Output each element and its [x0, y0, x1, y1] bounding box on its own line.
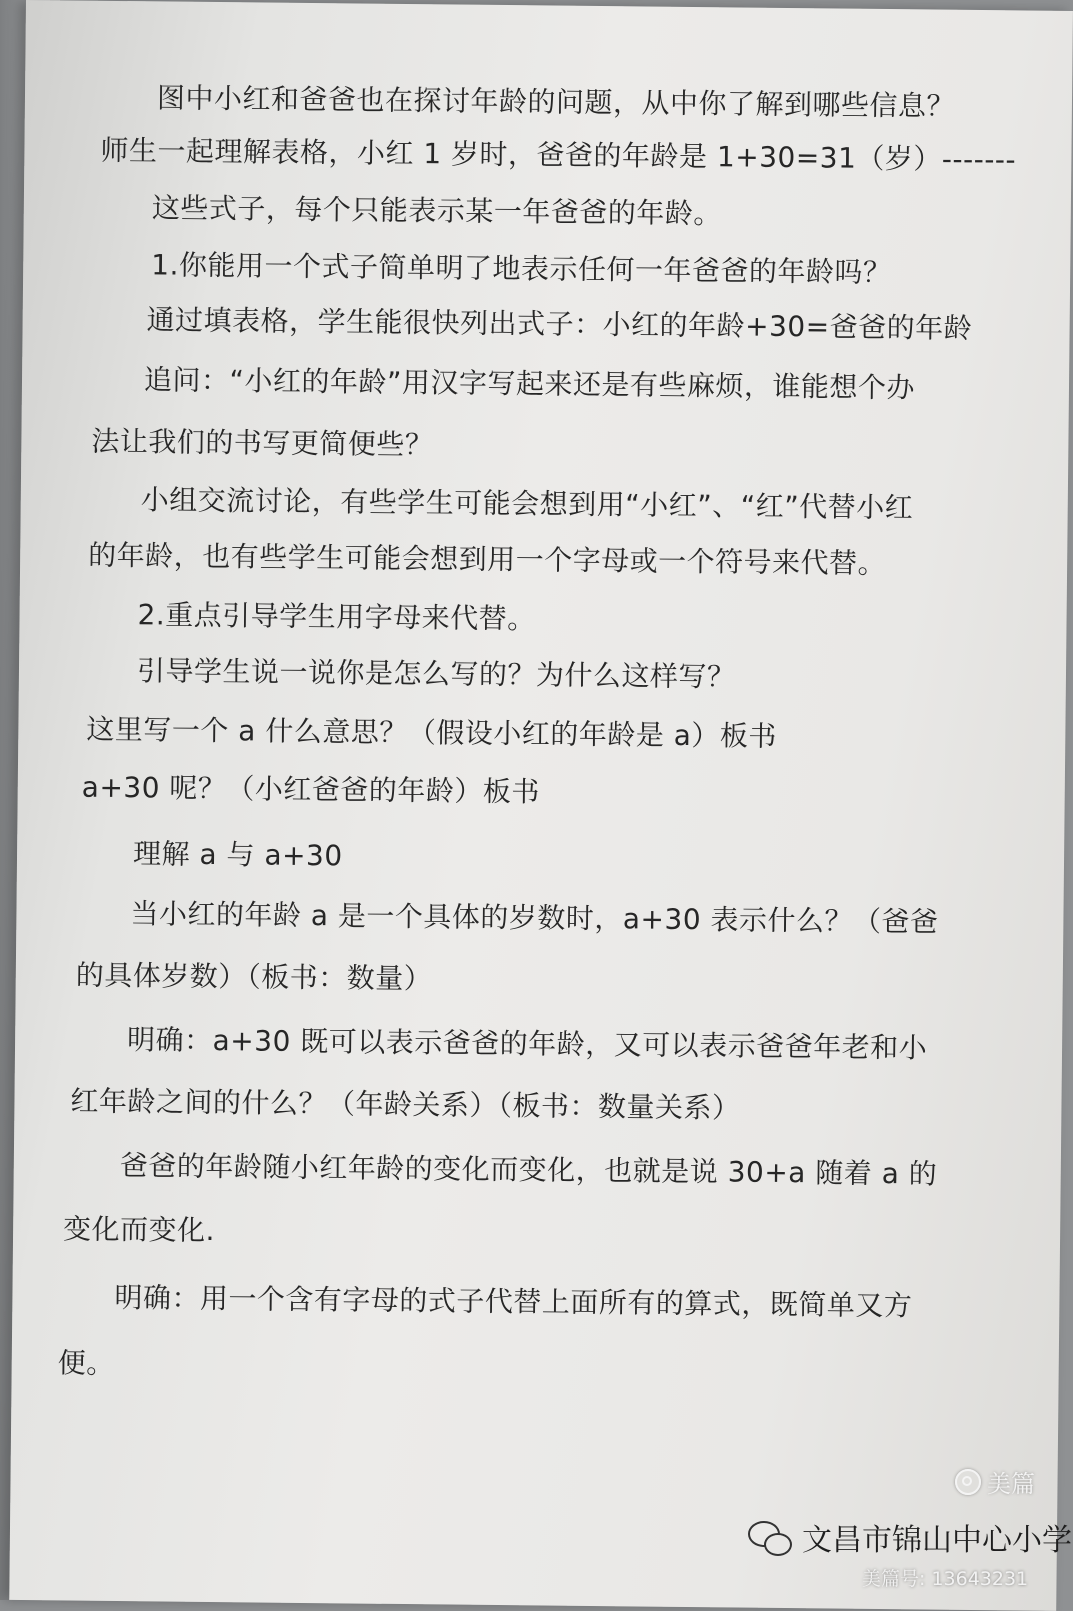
text-line: 通过填表格，学生能很快列出式子：小红的年龄+30=爸爸的年龄 [146, 303, 973, 345]
school-watermark [748, 1515, 1072, 1559]
text-line: 明确：用一个含有字母的式子代替上面所有的算式，既简单又方 [114, 1280, 913, 1323]
text-line: 爸爸的年龄随小红年龄的变化而变化，也就是说 30+a 随着 a 的 [119, 1149, 938, 1191]
meipian-brand-text: 美篇 [987, 1470, 1035, 1498]
text-line: a+30 呢？（小红爸爸的年龄）板书 [81, 770, 541, 809]
text-line: 法让我们的书写更简便些？ [91, 424, 434, 462]
text-line: 师生一起理解表格，小红 1 岁时，爸爸的年龄是 1+30=31（岁）------- [100, 133, 1017, 177]
text-line: 1.你能用一个式子简单明了地表示任何一年爸爸的年龄吗？ [151, 248, 892, 290]
text-line: 追问：“小红的年龄”用汉字写起来还是有些麻烦，谁能想个办 [143, 363, 916, 405]
text-line: 当小红的年龄 a 是一个具体的岁数时，a+30 表示什么？（爸爸 [130, 897, 939, 939]
wechat-icon [748, 1519, 792, 1555]
text-line: 这些式子，每个只能表示某一年爸爸的年龄。 [151, 191, 722, 231]
text-line: 的具体岁数）（板书：数量） [75, 958, 433, 996]
meipian-watermark [955, 1464, 1035, 1499]
text-line: 引导学生说一说你是怎么写的？为什么这样写？ [136, 654, 736, 694]
text-line: 2.重点引导学生用字母来代替。 [137, 598, 536, 636]
text-line: 红年龄之间的什么？（年龄关系）（板书：数量关系） [70, 1084, 741, 1125]
text-line: 理解 a 与 a+30 [132, 837, 343, 873]
meipian-id: 美篇号: 13643231 [862, 1568, 1029, 1590]
text-line: 变化而变化. [62, 1212, 216, 1248]
text-line: 图中小红和爸爸也在探讨年龄的问题，从中你了解到哪些信息？ [156, 81, 956, 123]
meipian-logo-icon [955, 1469, 981, 1495]
school-name: 文昌市锦山中心小学 [802, 1523, 1072, 1558]
text-line: 明确：a+30 既可以表示爸爸的年龄，又可以表示爸爸年老和小 [126, 1023, 928, 1065]
text-line: 的年龄，也有些学生可能会想到用一个字母或一个符号来代替。 [88, 538, 887, 581]
text-line: 便。 [57, 1346, 115, 1381]
document-page [9, 0, 1073, 1611]
text-line: 这里写一个 a 什么意思？（假设小红的年龄是 a）板书 [86, 712, 778, 753]
text-line: 小组交流讨论，有些学生可能会想到用“小红”、“红”代替小红 [140, 483, 914, 525]
